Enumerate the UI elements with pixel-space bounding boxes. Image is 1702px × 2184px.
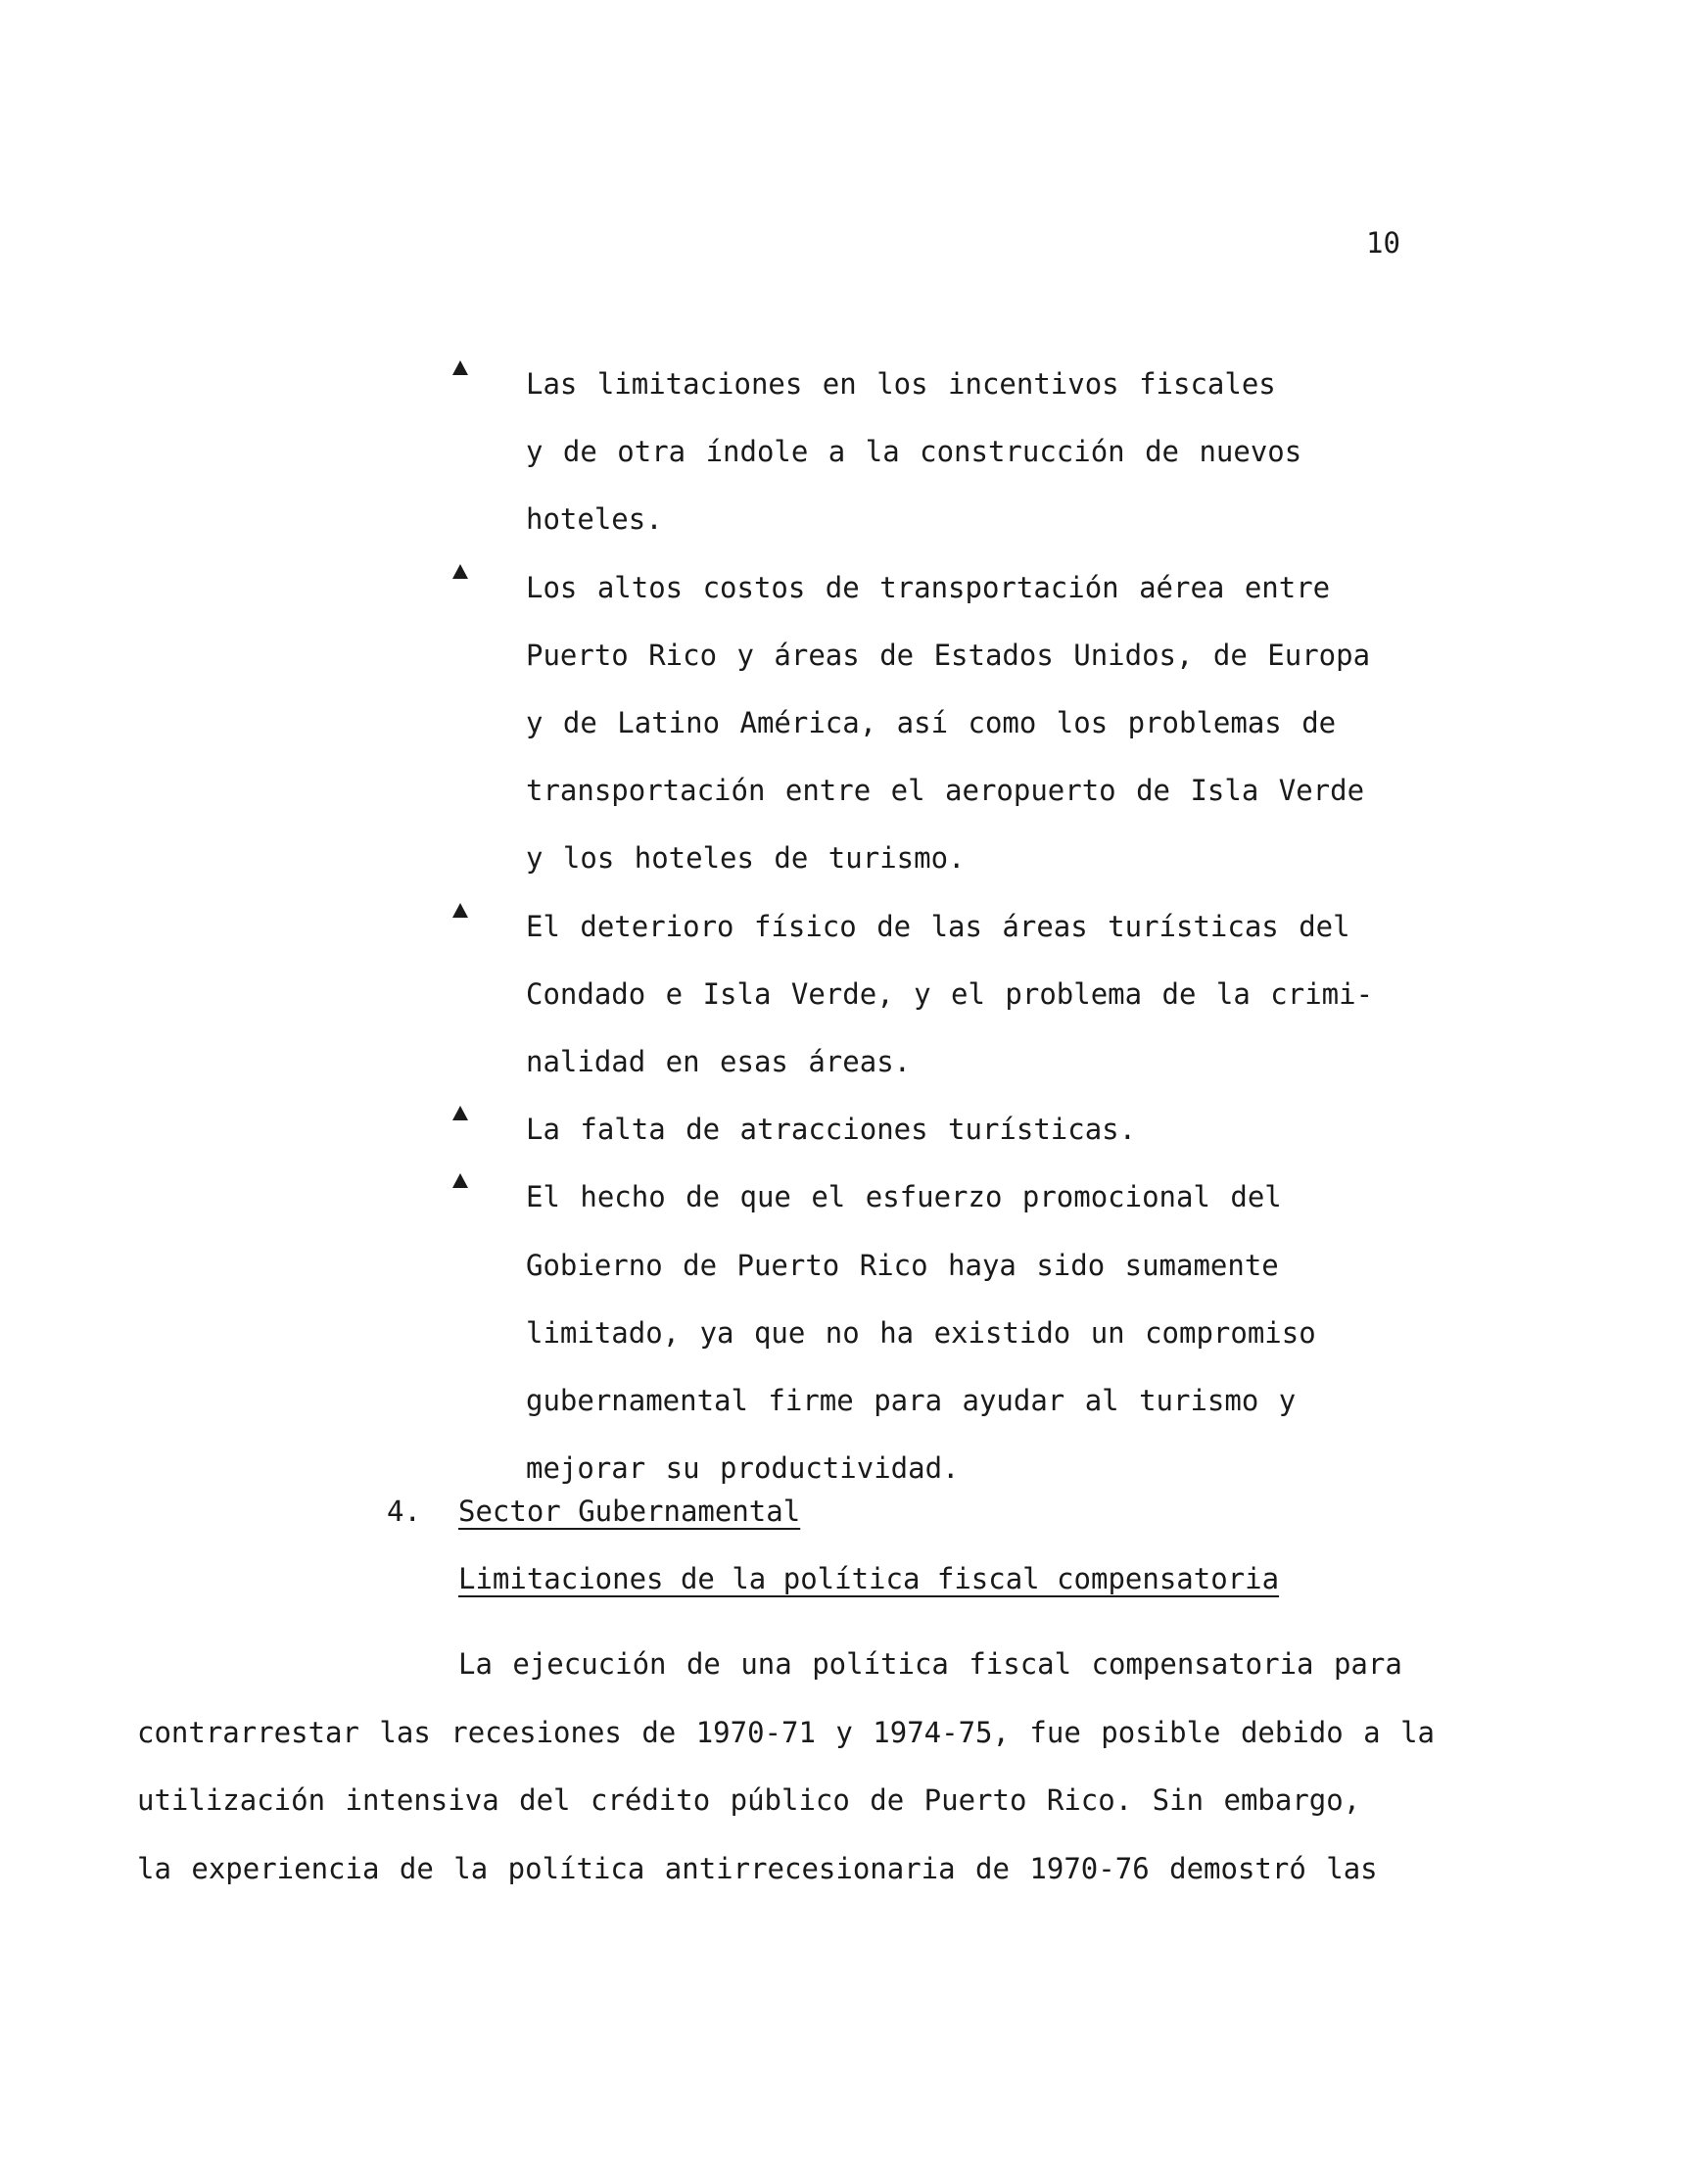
section-subtitle	[458, 1559, 1279, 1598]
subtitle-text: Limitaciones de la política fiscal compensatoria	[458, 1562, 1280, 1595]
paragraph-line: utilización intensiva del crédito público de Puerto Rico. Sin embargo,	[137, 1783, 1361, 1817]
triangle-bullet-icon	[452, 564, 468, 579]
paragraph-line: la experiencia de la política antirrecesionaria de 1970-76 demostró las	[137, 1851, 1378, 1885]
bullet-text: Los altos costos de transportación aérea entre Puerto Rico y áreas de Estados Unidos, de Europa y de Latino América, así como los problemas de transportación entre el aeropuerto de Isla Verde y los hoteles de turismo.	[526, 570, 1371, 876]
triangle-bullet-icon	[452, 1173, 468, 1188]
page-number: 10	[1366, 226, 1400, 260]
body-paragraph	[137, 1631, 1436, 1903]
triangle-bullet-icon	[452, 1106, 468, 1120]
bullet-text: Las limitaciones en los incentivos fiscales y de otra índole a la construcción de nuevos hoteles.	[526, 367, 1302, 537]
list-item	[452, 351, 1451, 554]
list-item	[452, 1096, 1451, 1163]
bullet-text: El hecho de que el esfuerzo promocional del Gobierno de Puerto Rico haya sido sumamente limitado, ya que no ha existido un compromiso gubernamental firme para ayudar al turismo y mejorar su productividad.	[526, 1180, 1316, 1486]
section-heading	[387, 1492, 800, 1531]
paragraph-line: contrarrestar las recesiones de 1970-71 y 1974-75, fue posible debido a la	[137, 1715, 1436, 1749]
paragraph-line: La ejecución de una política fiscal compensatoria para	[458, 1647, 1402, 1681]
bullet-list	[452, 351, 1451, 1502]
bullet-text: La falta de atracciones turísticas.	[526, 1113, 1137, 1147]
triangle-bullet-icon	[452, 903, 468, 918]
section-title: Sector Gubernamental	[458, 1495, 801, 1528]
list-item	[452, 893, 1451, 1097]
section-number: 4.	[387, 1495, 421, 1528]
list-item	[452, 554, 1451, 893]
bullet-text: El deterioro físico de las áreas turísticas del Condado e Isla Verde, y el problema de la crimi- nalidad en esas áreas.	[526, 909, 1374, 1079]
list-item	[452, 1163, 1451, 1502]
triangle-bullet-icon	[452, 360, 468, 375]
